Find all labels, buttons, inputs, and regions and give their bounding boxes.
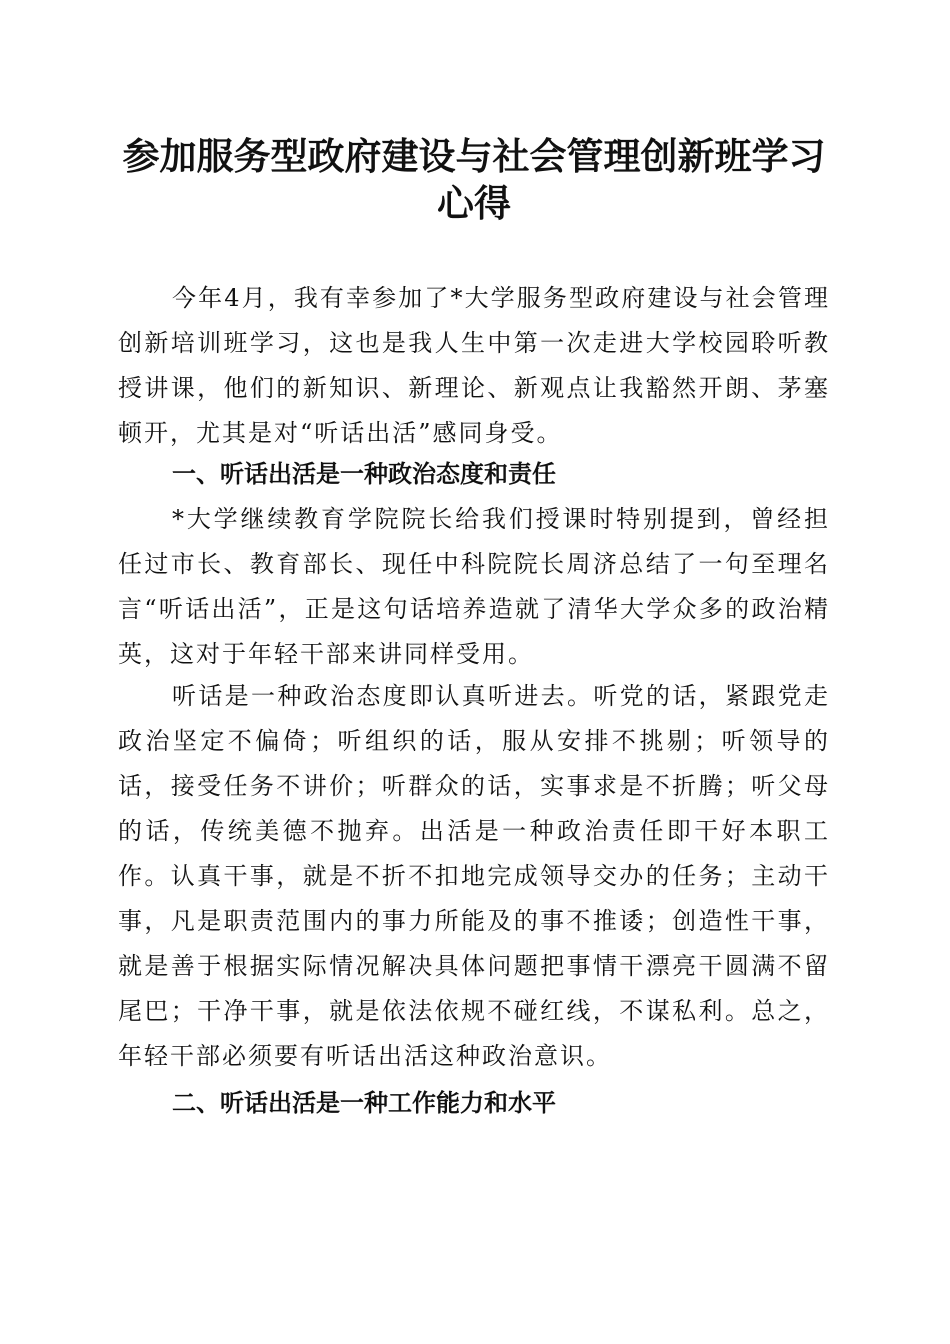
body-paragraph: *大学继续教育学院院长给我们授课时特别提到，曾经担任过市长、教育部长、现任中科院院长周济总结了一句至理名言“听话出活”，正是这句话培养造就了清华大学众多的政治精英，这对于年轻干部来讲同样受用。 <box>118 505 830 668</box>
section-heading-1: 一、听话出活是一种政治态度和责任 <box>172 460 556 488</box>
intro-paragraph: 今年4月，我有幸参加了*大学服务型政府建设与社会管理创新培训班学习，这也是我人生中第一次走进大学校园聆听教授讲课，他们的新知识、新理论、新观点让我豁然开朗、茅塞顿开，尤其是对“听话出活”感同身受。 <box>118 284 830 447</box>
document-title: 参加服务型政府建设与社会管理创新班学习心得 <box>122 134 826 225</box>
body-paragraph: 听话是一种政治态度即认真听进去。听党的话，紧跟党走政治坚定不偏倚；听组织的话，服从安排不挑剔；听领导的话，接受任务不讲价；听群众的话，实事求是不折腾；听父母的话，传统美德不抛弃。出活是一种政治责任即干好本职工作。认真干事，就是不折不扣地完成领导交办的任务；主动干事，凡是职责范围内的事力所能及的事不推诿；创造性干事，就是善于根据实际情况解决具体问题把事情干漂亮干圆满不留尾巴；干净干事，就是依法依规不碰红线，不谋私利。总之，年轻干部必须要有听话出活这种政治意识。 <box>118 682 830 1070</box>
section-heading-2: 二、听话出活是一种工作能力和水平 <box>172 1089 556 1117</box>
